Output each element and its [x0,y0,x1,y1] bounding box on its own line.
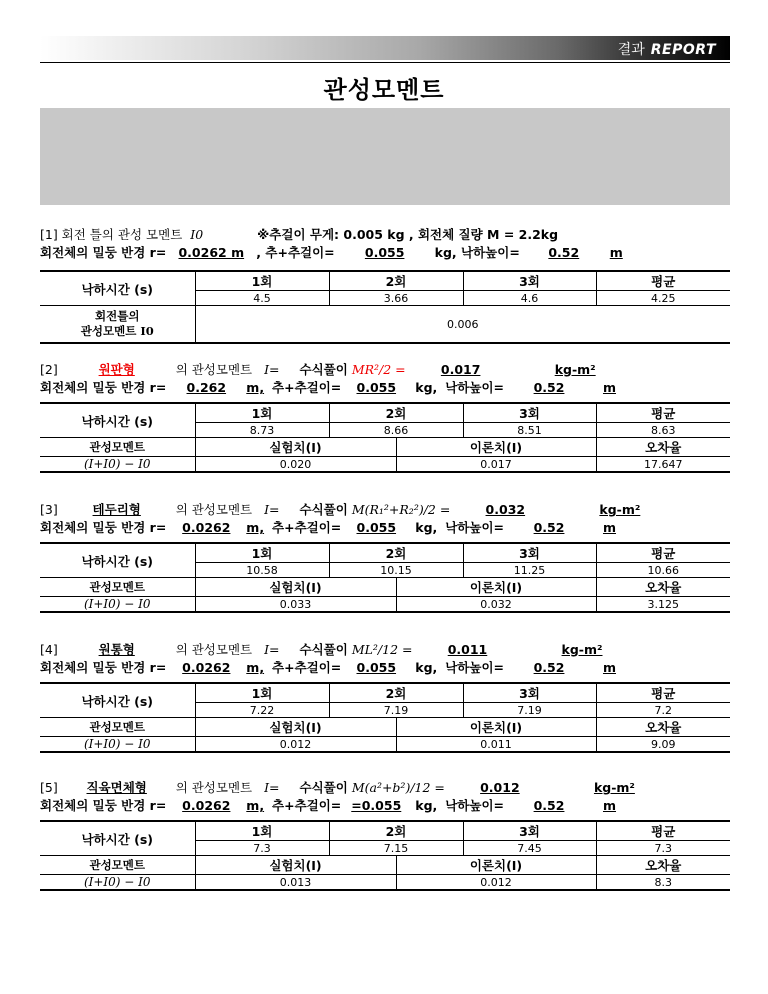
sec-table [40,542,730,613]
header-text [618,39,716,59]
sec-unit: kg-m² [593,780,635,795]
sec-moment-label: 관성모멘트 [40,856,195,875]
sec-time3: 8.51 [463,423,596,438]
sec-theory-value: 0.032 [485,502,526,517]
s1-drop-label: 낙하시간 (s) [40,271,195,306]
sec-avg-head: 평균 [596,683,730,703]
s1-r-value: 0.0262 m [178,245,245,260]
sec-time2: 7.19 [329,703,463,718]
sec-exp-value: 0.012 [195,737,396,753]
sec-err-value: 8.3 [596,875,730,891]
sec-r-label: 회전체의 밀둥 반경 r= [40,380,167,395]
sec-time-avg: 7.2 [596,703,730,718]
sec-line2 [40,380,616,396]
sec-mass-label: 추+추걸이= [272,520,342,535]
sec-theo-value: 0.012 [396,875,596,891]
sec-number: [2] [40,362,58,377]
sec-h-unit: m [602,520,617,535]
sec-r-label: 회전체의 밀둥 반경 r= [40,660,167,675]
sec-mass-unit: kg, [415,798,438,813]
sec-moment-label: 관성모멘트 [40,578,195,597]
s1-time3: 4.6 [463,291,596,306]
sec-formula: M(a²+b²)/12 = [351,780,445,795]
sec-trial2-head: 2회 [329,403,463,423]
s1-heading: [1] 회전 틀의 관성 모멘트 [40,227,183,242]
sec-moment-label: 관성모멘트 [40,438,195,457]
s1-frame-value: 0.006 [195,306,730,344]
sec-time1: 7.22 [195,703,329,718]
sec-h-value: 0.52 [533,660,565,675]
sec-theo-head: 이론치(I) [396,578,596,597]
sec-mass-label: 추+추걸이= [272,798,342,813]
sec-r-unit: m, [246,380,265,395]
sec-shape-name: 직육면체형 [86,780,147,795]
sec-line1 [40,502,640,518]
sec-time2: 8.66 [329,423,463,438]
sec-err-head: 오차율 [596,578,730,597]
sec-shape-name: 테두리형 [92,502,141,517]
s1-trial2-head: 2회 [329,271,463,291]
sec-mass-value: 0.055 [356,660,397,675]
sec-trial2-head: 2회 [329,683,463,703]
s1-time1: 4.5 [195,291,329,306]
sec-suffix: 의 관성모멘트 [175,362,253,377]
sec-r-label: 회전체의 밀둥 반경 r= [40,798,167,813]
sec-formula: ML²/12 = [351,642,413,657]
sec-unit: kg-m² [561,642,603,657]
sec-h-unit: m [602,798,617,813]
sec-time2: 7.15 [329,841,463,856]
sec-drop-label: 낙하시간 (s) [40,683,195,718]
sec-number: [5] [40,780,58,795]
s1-h-value: 0.52 [548,245,580,260]
sec-table [40,682,730,753]
sec-err-head: 오차율 [596,856,730,875]
sec-exp-head: 실험치(I) [195,578,396,597]
sec-formula: M(R₁²+R₂²)/2 = [351,502,451,517]
sec-h-value: 0.52 [533,798,565,813]
sec-line2 [40,798,616,814]
s1-note: ※추걸이 무게: 0.005 kg , 회전체 질량 M = 2.2kg [257,227,559,242]
sec-err-value: 3.125 [596,597,730,613]
sec-exp-head: 실험치(I) [195,856,396,875]
sec-r-value: 0.0262 [182,660,231,675]
sec-line1 [40,780,635,796]
sec-formula-label: 수식풀이 [299,502,348,517]
sec-trial3-head: 3회 [463,543,596,563]
sec-time3: 7.19 [463,703,596,718]
sec-theo-head: 이론치(I) [396,718,596,737]
s1-time2: 3.66 [329,291,463,306]
sec-r-unit: m, [246,798,265,813]
sec-formula-label: 수식풀이 [299,362,348,377]
sec-line2 [40,520,616,536]
sec-mass-unit: kg, [415,660,438,675]
sec-theo-head: 이론치(I) [396,438,596,457]
sec-avg-head: 평균 [596,821,730,841]
sec-moment-formula: (I+I0) − I0 [40,597,195,613]
sec-suffix: 의 관성모멘트 [175,502,253,517]
sec-drop-label: 낙하시간 (s) [40,821,195,856]
s1-symbol: I0 [190,227,204,242]
sec-theory-value: 0.012 [480,780,520,795]
sec-trial2-head: 2회 [329,543,463,563]
sec-number: [3] [40,502,58,517]
sec-time1: 7.3 [195,841,329,856]
sec-r-unit: m, [246,520,265,535]
sec-theory-value: 0.017 [440,362,481,377]
sec-line1 [40,362,596,378]
sec-trial3-head: 3회 [463,683,596,703]
sec-mass-unit: kg, [415,380,438,395]
header-banner [40,36,730,60]
sec-err-value: 9.09 [596,737,730,753]
sec-exp-head: 실험치(I) [195,718,396,737]
sec-moment-label: 관성모멘트 [40,718,195,737]
sec-time1: 10.58 [195,563,329,578]
sec-h-label: 낙하높이= [445,660,505,675]
s1-table [40,270,730,344]
sec-theo-value: 0.032 [396,597,596,613]
sec-unit: kg-m² [554,362,596,377]
sec-time-avg: 8.63 [596,423,730,438]
sec-table [40,820,730,891]
sec-theo-value: 0.011 [396,737,596,753]
sec-exp-head: 실험치(I) [195,438,396,457]
sec-r-value: 0.262 [186,380,227,395]
sec-exp-value: 0.020 [195,457,396,473]
sec-r-label: 회전체의 밀둥 반경 r= [40,520,167,535]
sec-trial1-head: 1회 [195,403,329,423]
sec-trial3-head: 3회 [463,403,596,423]
sec-err-value: 17.647 [596,457,730,473]
sec-h-unit: m [602,380,617,395]
sec-time-avg: 10.66 [596,563,730,578]
sec-h-value: 0.52 [533,520,565,535]
sec-h-label: 낙하높이= [445,520,505,535]
sec-moment-formula: (I+I0) − I0 [40,875,195,891]
sec-drop-label: 낙하시간 (s) [40,543,195,578]
sec-line2 [40,660,616,676]
sec-r-unit: m, [246,660,265,675]
sec-mass-value: 0.055 [356,380,397,395]
sec-formula-label: 수식풀이 [299,780,348,795]
sec-theory-value: 0.011 [447,642,488,657]
s1-frame-label-1: 회전틀의 [95,309,140,323]
sec-mass-unit: kg, [415,520,438,535]
sec-trial3-head: 3회 [463,821,596,841]
s1-h-label: kg, 낙하높이= [434,245,520,260]
sec-time-avg: 7.3 [596,841,730,856]
s1-frame-label-2: 관성모멘트 I0 [80,324,154,338]
sec-formula-label: 수식풀이 [299,642,348,657]
sec-symbol: I= [264,642,280,657]
header-result: 결과 [617,42,645,58]
sec-number: [4] [40,642,58,657]
sec-shape-name: 원판형 [98,362,135,377]
sec-shape-name: 원통형 [98,642,135,657]
s1-line2 [40,245,623,261]
sec-table [40,402,730,473]
sec-suffix: 의 관성모멘트 [175,642,253,657]
s1-mass-label: , 추+추걸이= [256,245,335,260]
sec-line1 [40,642,603,658]
page-title: 관성모멘트 [323,76,445,104]
sec-unit: kg-m² [599,502,641,517]
header-report: REPORT [650,42,716,58]
sec-trial1-head: 1회 [195,683,329,703]
sec-mass-label: 추+추걸이= [272,380,342,395]
image-placeholder [40,108,730,205]
sec-trial1-head: 1회 [195,821,329,841]
sec-exp-value: 0.033 [195,597,396,613]
s1-trial1-head: 1회 [195,271,329,291]
sec-r-value: 0.0262 [182,798,231,813]
sec-h-label: 낙하높이= [445,798,505,813]
sec-symbol: I= [264,502,280,517]
sec-trial2-head: 2회 [329,821,463,841]
sec-suffix: 의 관성모멘트 [175,780,253,795]
s1-time-avg: 4.25 [596,291,730,306]
sec-avg-head: 평균 [596,403,730,423]
sec-drop-label: 낙하시간 (s) [40,403,195,438]
sec-trial1-head: 1회 [195,543,329,563]
sec-mass-label: 추+추걸이= [272,660,342,675]
s1-line1 [40,227,558,243]
sec-theo-head: 이론치(I) [396,856,596,875]
sec-h-unit: m [602,660,617,675]
s1-frame-label [40,306,195,344]
sec-err-head: 오차율 [596,438,730,457]
sec-time3: 7.45 [463,841,596,856]
sec-time3: 11.25 [463,563,596,578]
sec-err-head: 오차율 [596,718,730,737]
sec-avg-head: 평균 [596,543,730,563]
sec-r-value: 0.0262 [182,520,231,535]
sec-h-label: 낙하높이= [445,380,505,395]
header-divider [40,62,730,63]
sec-time2: 10.15 [329,563,463,578]
s1-r-label: 회전체의 밀둥 반경 r= [40,245,167,260]
sec-mass-value: =0.055 [351,798,402,813]
s1-mass-value: 0.055 [364,245,405,260]
s1-h-unit: m [609,245,623,260]
sec-symbol: I= [264,362,280,377]
sec-moment-formula: (I+I0) − I0 [40,457,195,473]
sec-exp-value: 0.013 [195,875,396,891]
sec-time1: 8.73 [195,423,329,438]
sec-h-value: 0.52 [533,380,565,395]
sec-theo-value: 0.017 [396,457,596,473]
s1-avg-head: 평균 [596,271,730,291]
sec-symbol: I= [264,780,280,795]
sec-mass-value: 0.055 [356,520,397,535]
sec-moment-formula: (I+I0) − I0 [40,737,195,753]
sec-formula: MR²/2 = [351,362,406,377]
s1-trial3-head: 3회 [463,271,596,291]
